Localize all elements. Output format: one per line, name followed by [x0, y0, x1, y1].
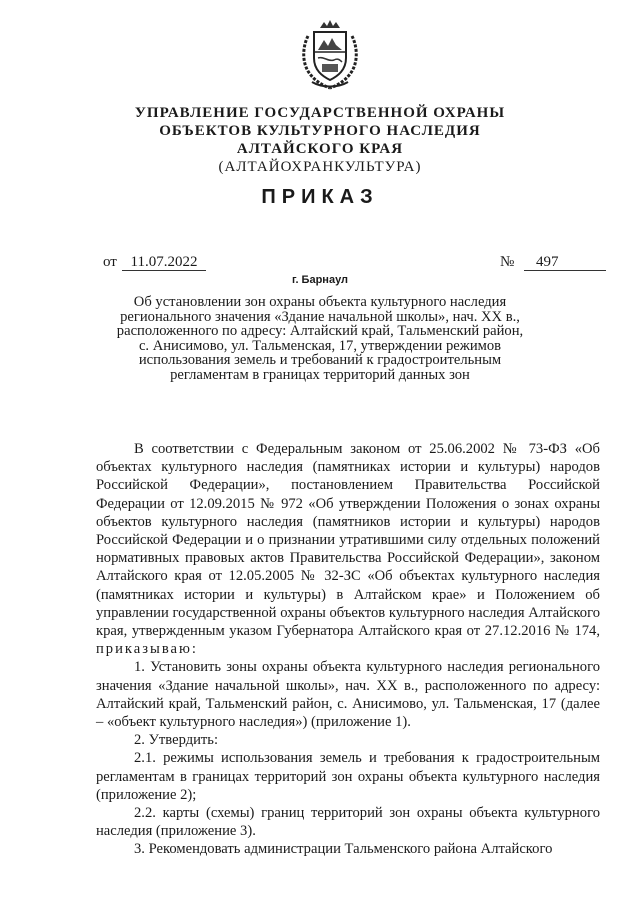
document-number: 497 [524, 254, 606, 271]
date-label: от [103, 254, 117, 270]
document-type-title: ПРИКАЗ [261, 186, 379, 208]
item-2: 2. Утвердить: [134, 732, 219, 749]
preamble-paragraph [96, 440, 600, 658]
item-2-1: 2.1. режимы использования земель и требования к градостроительным регламентам в границах территорий зон охраны объекта культурного наследия (приложение 2); [96, 750, 600, 803]
city-name: г. Барнаул [291, 274, 349, 286]
item-1: 1. Установить зоны охраны объекта культурного наследия регионального значения «Здание начальной школы», нач. XX в., расположенного по адресу: Алтайский край, Тальменский район, с. Анисимово, ул. Тальменская, 17 (далее – «объект культурного наследия») (приложение 1). [96, 659, 600, 731]
document-date: 11.07.2022 [122, 254, 206, 271]
org-name-line-3: АЛТАЙСКОГО КРАЯ [236, 141, 404, 157]
preamble-text: В соответствии с Федеральным законом от 25.06.2002 № 73-ФЗ «Об объектах культурного наследия (памятниках истории и культуры) народов Российской Федерации», постановлением Правительства Российской Федерации от 12.09.2015 № 972 «Об утверждении Положения о зонах охраны объектов культурного наследия (памятников истории и культуры) народов Российской Федерации и о признании утратившими силу отдельных положений нормативных правовых актов Правительства Российской Федерации», законом Алтайского края от 12.05.2005 № 32-ЗС «Об объектах культурного наследия (памятниках истории и культуры) в Алтайском крае» и Положением об управлении государственной охраны объектов культурного наследия Алтайского края, утвержденным указом Губернатора Алтайского края от 27.12.2016 № 174, [96, 441, 600, 640]
item-2-2: 2.2. карты (схемы) границ территорий зон охраны объекта культурного наследия (приложение 3). [96, 805, 600, 840]
org-short-name: (АЛТАЙОХРАНКУЛЬТУРА) [218, 159, 422, 175]
document-body [96, 440, 600, 859]
number-label: № [500, 254, 515, 270]
item-3: 3. Рекомендовать администрации Тальменского района Алтайского [134, 841, 553, 858]
coat-of-arms-emblem [298, 18, 362, 92]
document-subject: Об установлении зон охраны объекта культурного наследия регионального значения «Здание начальной школы», нач. XX в., расположенного по адресу: Алтайский край, Тальменский район, с. Анисимово, ул. Тальменская, 17, утверждении режимов использования земель и требований к градостроительным регламентам в границах территорий данных зон [116, 294, 524, 383]
org-name-line-1: УПРАВЛЕНИЕ ГОСУДАРСТВЕННОЙ ОХРАНЫ [134, 105, 506, 121]
org-name-line-2: ОБЪЕКТОВ КУЛЬТУРНОГО НАСЛЕДИЯ [159, 123, 481, 139]
order-word: приказываю: [96, 641, 198, 658]
